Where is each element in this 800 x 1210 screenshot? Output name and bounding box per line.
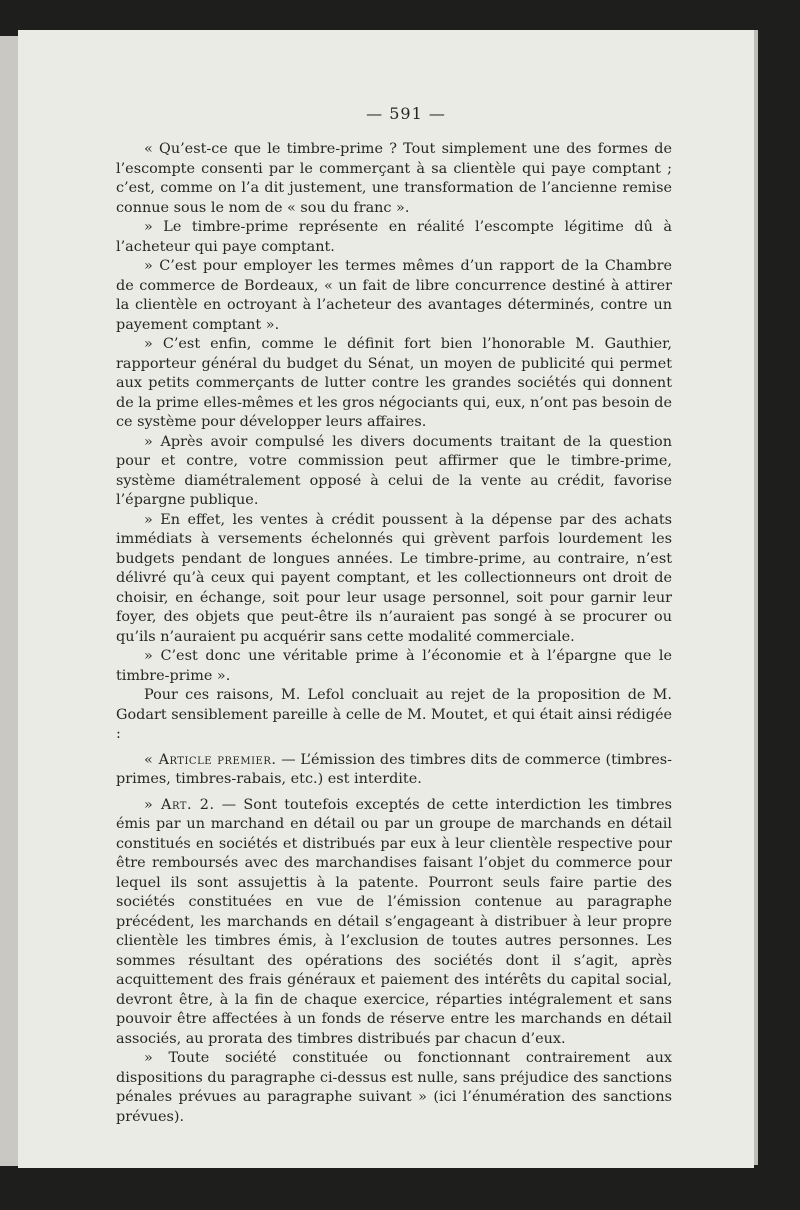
- paragraph-6: » En effet, les ventes à crédit poussent à la dépense par des achats immédiats à versements échelonnés qui grèvent parfois lourdement les budgets pendant de longues années. Le timbre-prime, au contraire, n’est délivré qu’à ceux qui payent comptant, et les collectionneurs ont droit de choisir, en échange, soit pour leur usage personnel, soit pour garnir leur foyer, des objets que peut-être ils n’auraient pas songé à se procurer ou qu’ils n’auraient pu acquérir sans cette modalité commerciale.: [116, 511, 672, 645]
- article-1-text: — L’émission des timbres dits de commerce (timbres-primes, timbres-rabais, etc.) est interdite.: [116, 751, 672, 787]
- article-1-heading: « Article premier.: [144, 751, 277, 768]
- paragraph-7: » C’est donc une véritable prime à l’économie et à l’épargne que le timbre-prime ».: [116, 648, 672, 684]
- book-page: [18, 30, 754, 1168]
- paragraph-8: Pour ces raisons, M. Lefol concluait au rejet de la proposition de M. Godart sensiblement pareille à celle de M. Moutet, et qui était ainsi rédigée :: [116, 687, 672, 742]
- article-2-text: — Sont toutefois exceptés de cette interdiction les timbres émis par un marchand en détail ou par un groupe de marchands en détail constitués en sociétés et distribués par eux à leur clientèle respective pour être remboursés avec des marchandises faisant l’objet du commerce pour lequel ils sont assujettis à la patente. Pourront seuls faire partie des sociétés constituées en vue de l’émission contenue au paragraphe précédent, les marchands en détail s’engageant à distribuer à leur propre clientèle les timbres émis, à l’exclusion de toutes autres personnes. Les sommes résultant des opérations des sociétés dont il s’agit, après acquittement des frais généraux et paiement des intérêts du capital social, devront être, à la fin de chaque exercice, réparties intégralement et sans pouvoir être affectées à un fonds de réserve entre les marchands en détail associés, au prorata des timbres distribués par chacun d’eux.: [116, 796, 672, 1047]
- article-2-heading: » Art. 2.: [144, 796, 215, 813]
- article-1: [116, 751, 672, 790]
- paragraph-4: » C’est enfin, comme le définit fort bien l’honorable M. Gauthier, rapporteur général du budget du Sénat, un moyen de publicité qui permet aux petits commerçants de lutter contre les grandes sociétés qui donnent de la prime elles-mêmes et les gros négociants qui, eux, n’ont pas besoin de ce système pour développer leurs affaires.: [116, 336, 672, 430]
- page-number: — 591 —: [366, 104, 446, 123]
- paragraph-5: » Après avoir compulsé les divers documents traitant de la question pour et contre, votre commission peut affirmer que le timbre-prime, système diamétralement opposé à celui de la vente au crédit, favorise l’épargne publique.: [116, 433, 672, 508]
- article-2: [116, 796, 672, 1050]
- paragraph-3: » C’est pour employer les termes mêmes d’un rapport de la Chambre de commerce de Bordeaux, « un fait de libre concurrence destiné à attirer la clientèle en octroyant à l’acheteur des avantages déterminés, contre un payement comptant ».: [116, 258, 672, 333]
- paragraph-1: « Qu’est-ce que le timbre-prime ? Tout simplement une des formes de l’escompte consenti par le commerçant à sa clientèle qui paye comptant ; c’est, comme on l’a dit justement, une transformation de l’ancienne remise connue sous le nom de « sou du franc ».: [116, 141, 672, 216]
- closing-paragraph: » Toute société constituée ou fonctionnant contrairement aux dispositions du paragraphe ci-dessus est nulle, sans préjudice des sanctions pénales prévues au paragraphe suivant » (ici l’énumération des sanctions prévues).: [116, 1050, 672, 1125]
- body-text: [116, 140, 672, 1127]
- paragraph-2: » Le timbre-prime représente en réalité l’escompte légitime dû à l’acheteur qui paye comptant.: [116, 219, 672, 255]
